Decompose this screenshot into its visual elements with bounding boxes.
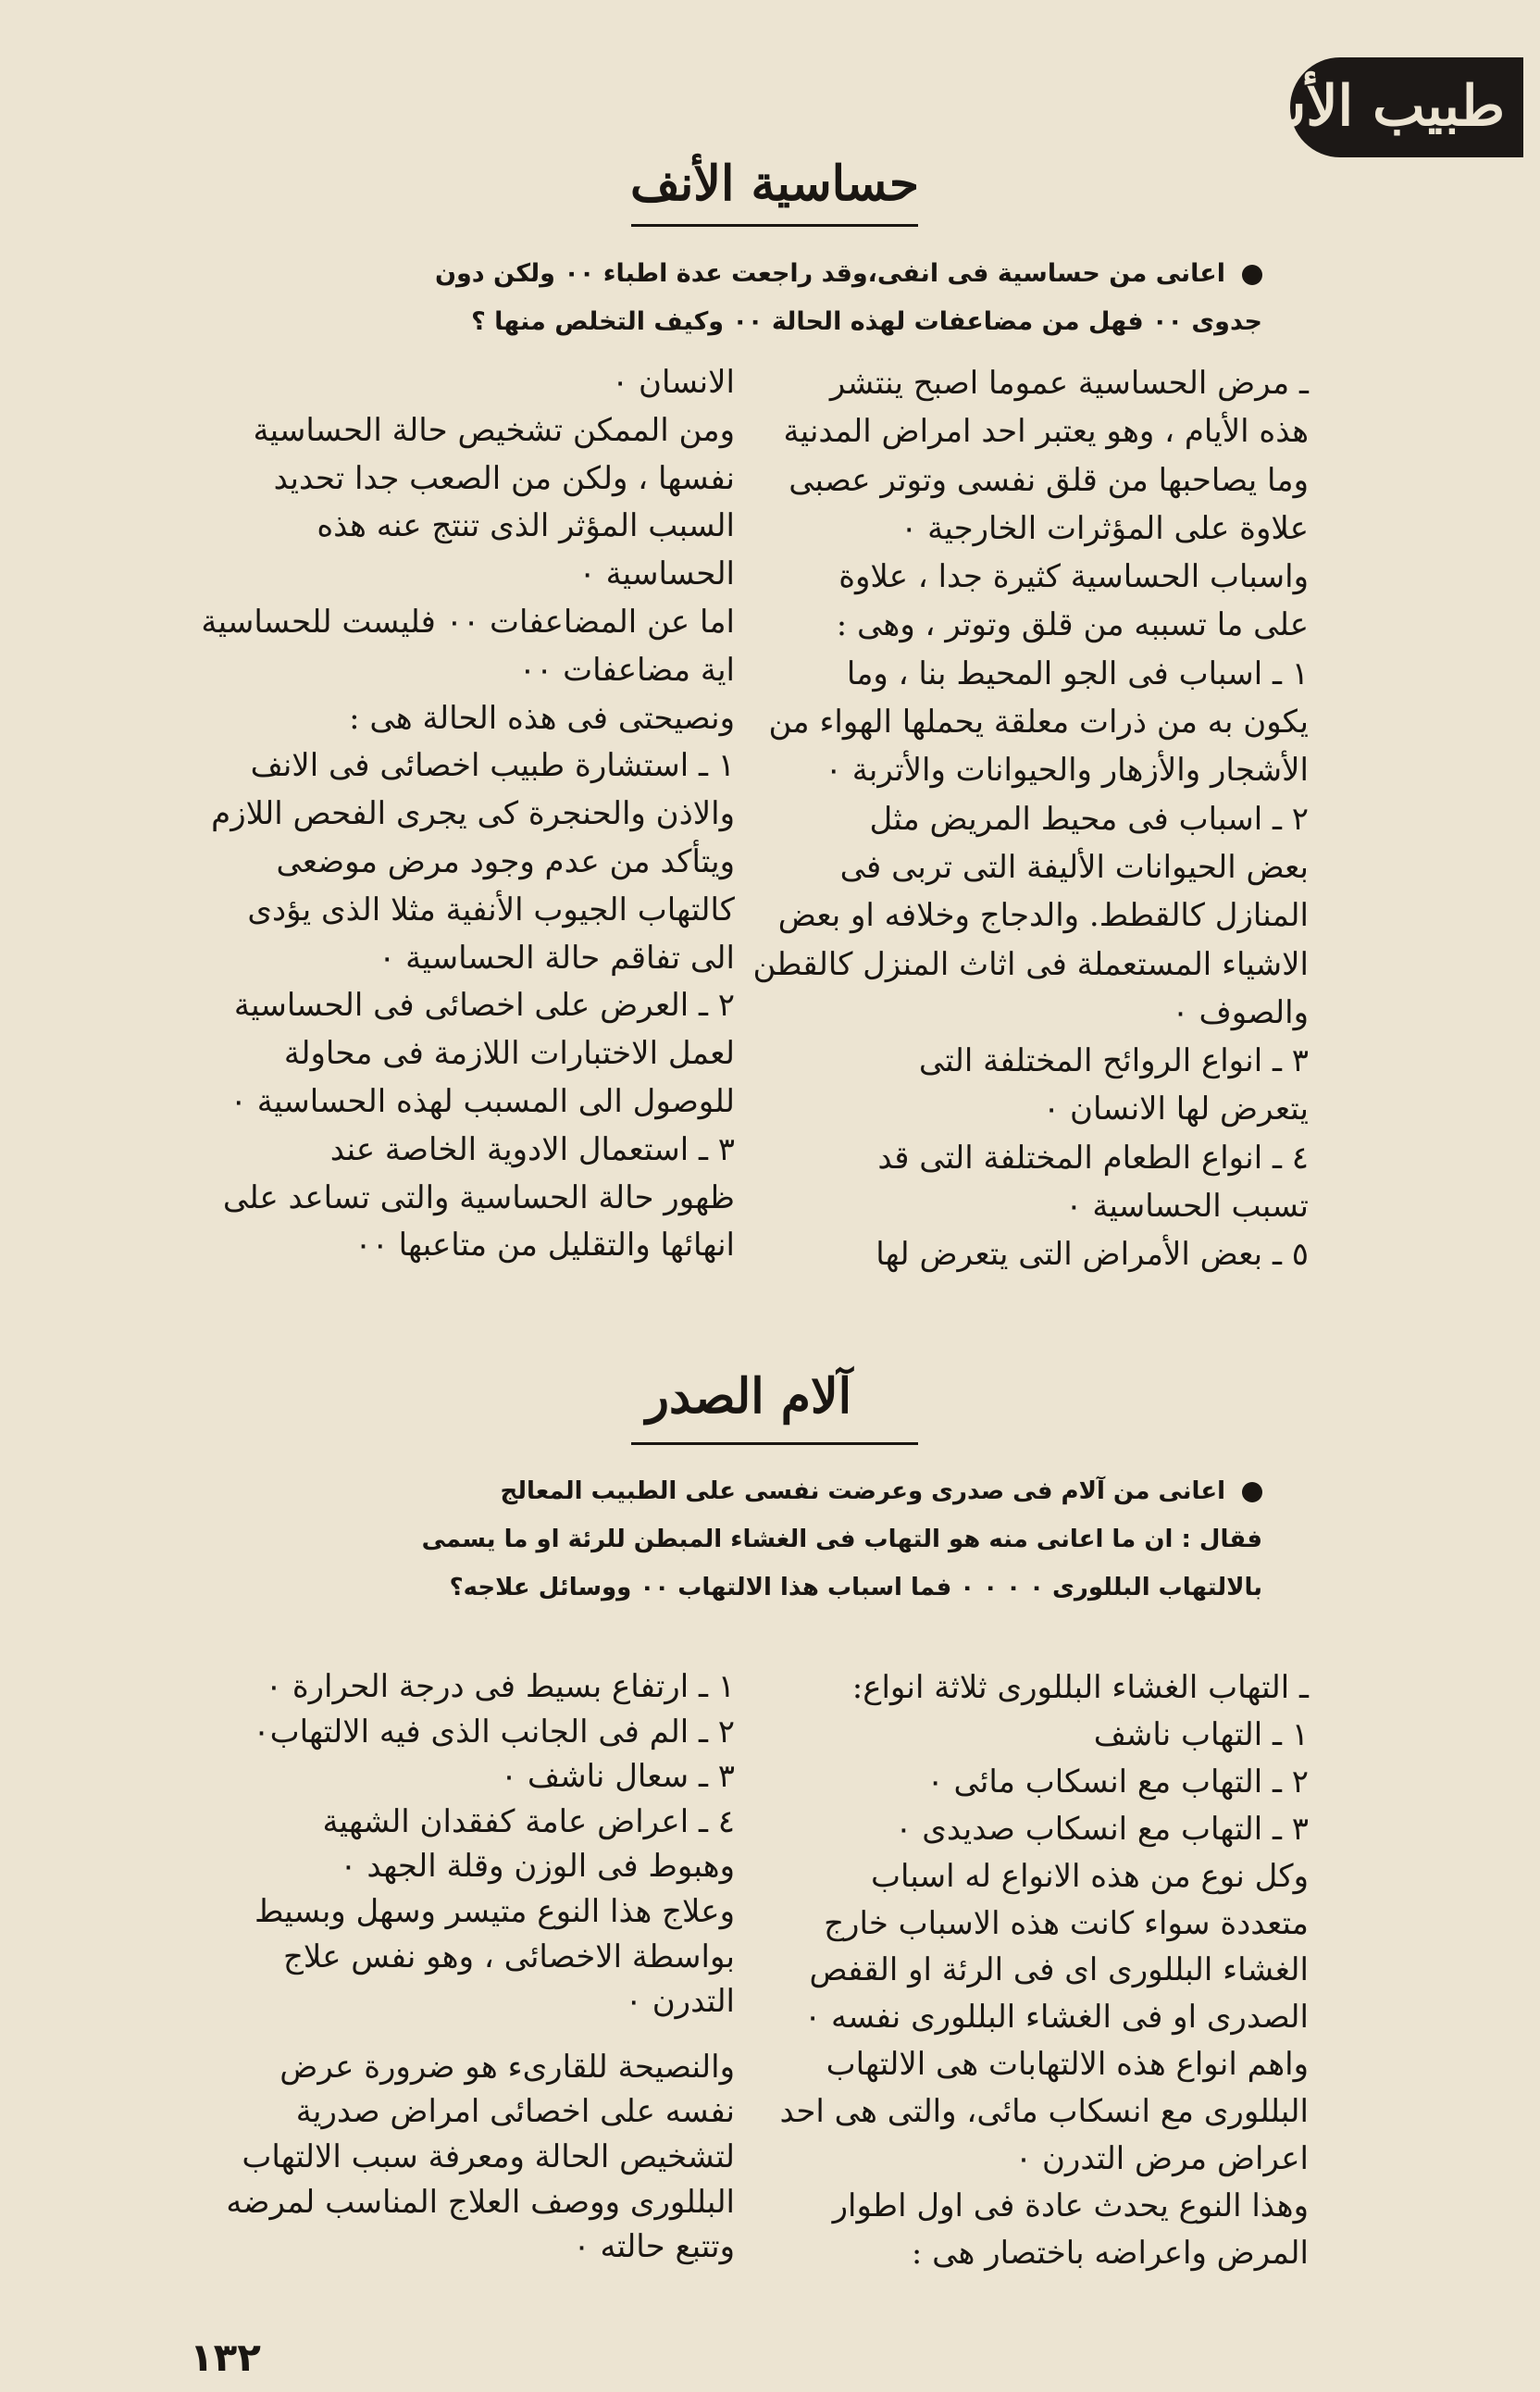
text-line: وهذا النوع يحدث عادة فى اول اطوار (832, 2186, 1309, 2224)
text-line: وعلاج هذا النوع متيسر وسهل وبسيط (254, 1892, 735, 1930)
text-line: علاوة على المؤثرات الخارجية ٠ (900, 509, 1309, 547)
text-line: ١ ـ التهاب ناشف (1093, 1715, 1309, 1753)
text-line: ٥ ـ بعض الأمراض التى يتعرض لها (876, 1236, 1309, 1274)
text-line: ٢ ـ العرض على اخصائى فى الحساسية (233, 987, 735, 1025)
question-line: بالالتهاب البللورى ٠ ٠ ٠ ٠ فما اسباب هذا الالتهاب ٠٠ ووسائل علاجه؟ (449, 1574, 1262, 1601)
section2-question (291, 1467, 1262, 1612)
text-line: للوصول الى المسبب لهذه الحساسية ٠ (230, 1082, 735, 1120)
text-line: وهبوط فى الوزن وقلة الجهد ٠ (340, 1848, 735, 1886)
text-line: السبب المؤثر الذى تنتج عنه هذه (317, 507, 735, 545)
text-line: كالتهاب الجيوب الأنفية مثلا الذى يؤدى (247, 891, 735, 928)
section2-title: آلام الصدر (645, 1368, 852, 1425)
text-line: والصوف ٠ (1172, 993, 1309, 1031)
text-line: واهم انواع هذه الالتهابات هى الالتهاب (826, 2046, 1309, 2084)
text-line: ـ التهاب الغشاء البللورى ثلاثة انواع: (851, 1669, 1309, 1706)
text-line: ٤ ـ انواع الطعام المختلفة التى قد (877, 1139, 1309, 1177)
text-line: على ما تسببه من قلق وتوتر ، وهى : (836, 606, 1309, 644)
text-line: ٣ ـ استعمال الادوية الخاصة عند (329, 1130, 735, 1168)
text-line: بواسطة الاخصائى ، وهو نفس علاج (282, 1937, 735, 1975)
text-line: واسباب الحساسية كثيرة جدا ، علاوة (838, 558, 1309, 596)
text-line: ٢ ـ التهاب مع انسكاب مائى ٠ (926, 1763, 1309, 1800)
text-line: ومن الممكن تشخيص حالة الحساسية (253, 411, 735, 449)
section1-question (291, 250, 1262, 346)
text-line: ٤ ـ اعراض عامة كفقدان الشهية (322, 1802, 735, 1840)
section1-column-left (201, 359, 735, 1270)
text-line: بعض الحيوانات الأليفة التى تربى فى (839, 848, 1309, 886)
section1-title-rule (631, 224, 918, 227)
text-line: نفسه على اخصائى امراض صدرية (295, 2093, 735, 2131)
section2-column-right (744, 1664, 1309, 2277)
text-line: ٣ ـ انواع الروائح المختلفة التى (918, 1042, 1309, 1080)
bullet-icon (1242, 1482, 1262, 1502)
text-line: الصدرى او فى الغشاء البللورى نفسه ٠ (803, 1999, 1309, 2037)
text-line: نفسها ، ولكن من الصعب جدا تحديد (273, 459, 735, 497)
text-line: الاشياء المستعملة فى اثاث المنزل كالقطن (752, 945, 1309, 983)
text-line: ظهور حالة الحساسية والتى تساعد على (222, 1178, 735, 1216)
text-line: ـ مرض الحساسية عموما اصبح ينتشر (829, 365, 1309, 402)
text-line: ٣ ـ سعال ناشف ٠ (500, 1758, 735, 1796)
text-line: هذه الأيام ، وهو يعتبر احد امراض المدنية (783, 413, 1309, 451)
page-number: ١٣٢ (190, 2335, 261, 2380)
section2-title-rule (631, 1442, 918, 1445)
text-line: اعراض مرض التدرن ٠ (1014, 2140, 1309, 2178)
question-line: اعانى من آلام فى صدرى وعرضت نفسى على الطبيب المعالج (291, 1467, 1262, 1515)
text-line: ١ ـ استشارة طبيب اخصائى فى الانف (250, 747, 735, 785)
text-line: ونصيحتى فى هذه الحالة هى : (349, 699, 735, 737)
text-line: انهائها والتقليل من متاعبها ٠٠ (354, 1227, 735, 1265)
text-line: التدرن ٠ (625, 1983, 735, 2021)
text-line: وما يصاحبها من قلق نفسى وتوتر عصبى (789, 461, 1309, 499)
section1-column-right (752, 359, 1309, 1279)
text-line: يكون به من ذرات معلقة يحملها الهواء من (768, 704, 1309, 741)
text-line: وكل نوع من هذه الانواع له اسباب (871, 1857, 1309, 1895)
text-line: الحساسية ٠ (578, 555, 735, 593)
section-header-tab (1199, 57, 1523, 157)
question-line: فقال : ان ما اعانى منه هو التهاب فى الغشاء المبطن للرئة او ما يسمى (421, 1526, 1262, 1553)
text-line: ويتأكد من عدم وجود مرض موضعى (276, 842, 735, 880)
section2-column-left (207, 1664, 735, 2270)
text-line: الغشاء البللورى اى فى الرئة او القفص (809, 1951, 1309, 1989)
header-title: طبيب الأسرة (1199, 74, 1505, 139)
text-line: ٣ ـ التهاب مع انسكاب صديدى ٠ (895, 1810, 1309, 1848)
text-line: اما عن المضاعفات ٠٠ فليست للحساسية (201, 603, 735, 641)
question-line: اعانى من حساسية فى انفى،وقد راجعت عدة اطباء ٠٠ ولكن دون (291, 250, 1262, 298)
text-line: المرض واعراضه باختصار هى : (911, 2234, 1309, 2272)
text-line: ٢ ـ الم فى الجانب الذى فيه الالتهاب٠ (253, 1713, 735, 1750)
text-line: والاذن والحنجرة كى يجرى الفحص اللازم (211, 795, 735, 833)
text-line: الأشجار والأزهار والحيوانات والأتربة ٠ (825, 752, 1309, 790)
text-line: البللورى ووصف العلاج المناسب لمرضه (226, 2183, 735, 2221)
text-line: اية مضاعفات ٠٠ (518, 651, 735, 689)
text-line: البللورى مع انسكاب مائى، والتى هى احد (779, 2093, 1309, 2131)
question-line: جدوى ٠٠ فهل من مضاعفات لهذه الحالة ٠٠ وكيف التخلص منها ؟ (471, 307, 1262, 336)
text-line: والنصيحة للقارىء هو ضرورة عرض (279, 2048, 735, 2086)
bullet-icon (1242, 265, 1262, 285)
text-line: لعمل الاختبارات اللازمة فى محاولة (283, 1035, 735, 1073)
text-line: متعددة سواء كانت هذه الاسباب خارج (824, 1904, 1309, 1942)
text-line: الانسان ٠ (611, 364, 735, 401)
text-line: المنازل كالقطط. والدجاج وخلافه او بعض (777, 897, 1309, 935)
text-line: الى تفاقم حالة الحساسية ٠ (379, 939, 735, 977)
text-line: وتتبع حالته ٠ (573, 2228, 735, 2266)
text-line: ١ ـ ارتفاع بسيط فى درجة الحرارة ٠ (265, 1668, 735, 1705)
text-line: لتشخيص الحالة ومعرفة سبب الالتهاب (242, 2137, 735, 2175)
text-line: تسبب الحساسية ٠ (1065, 1188, 1309, 1226)
text-line: ٢ ـ اسباب فى محيط المريض مثل (869, 800, 1309, 838)
section1-title: حساسية الأنف (629, 156, 920, 212)
text-line: يتعرض لها الانسان ٠ (1042, 1090, 1309, 1128)
text-line: ١ ـ اسباب فى الجو المحيط بنا ، وما (846, 654, 1309, 692)
